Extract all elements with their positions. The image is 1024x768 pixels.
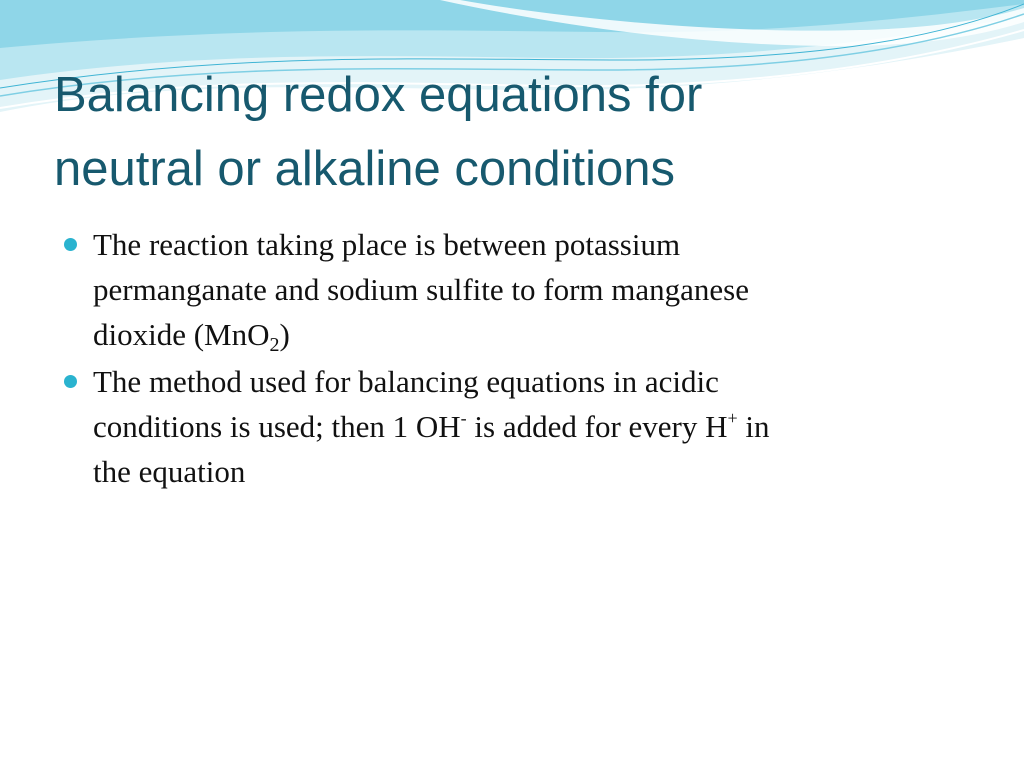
bullet-1-line-1: The reaction taking place is between potassium [93, 227, 681, 262]
title-line-2: neutral or alkaline conditions [54, 142, 676, 196]
bullet-dot-icon [64, 238, 77, 251]
bullet-list [60, 222, 960, 496]
bullet-1-line-3 [93, 312, 960, 357]
title-line-1: Balancing redox equations for [54, 68, 703, 122]
bullet-2-line-2-text: conditions is used; then 1 OH [93, 409, 461, 444]
bullet-1-line-2: permanganate and sodium sulfite to form manganese [93, 272, 749, 307]
bullet-2-line-3: the equation [93, 454, 246, 489]
bullet-2-line-2-mid: is added for every H [466, 409, 728, 444]
slide-title [54, 58, 984, 206]
superscript-minus: - [460, 408, 467, 428]
bullet-item-reaction [60, 222, 960, 357]
bullet-2-line-2 [93, 404, 960, 449]
bullet-2-line-2-end: in [737, 409, 770, 444]
subscript-2: 2 [269, 334, 280, 356]
bullet-1-line-3-text: dioxide (MnO [93, 317, 270, 352]
bullet-2-line-1: The method used for balancing equations in acidic [93, 364, 719, 399]
superscript-plus: + [727, 408, 738, 428]
bullet-item-method [60, 359, 960, 494]
bullet-1-line-3-close: ) [279, 317, 290, 352]
bullet-dot-icon [64, 375, 77, 388]
